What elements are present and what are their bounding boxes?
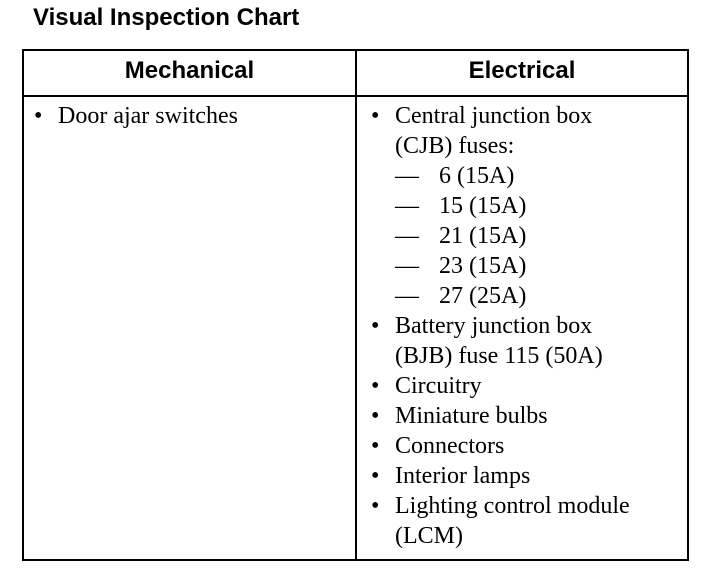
list-item — [369, 431, 687, 461]
electrical-cell — [369, 101, 687, 551]
list-item — [369, 101, 687, 311]
dash: — — [395, 283, 419, 309]
item-text: Central junction box — [395, 103, 593, 129]
fuse-item — [395, 281, 687, 311]
item-text: Connectors — [395, 433, 505, 459]
item-text: (BJB) fuse 115 (50A) — [395, 343, 603, 369]
item-text: Circuitry — [395, 373, 482, 399]
item-text: Lighting control module — [395, 493, 630, 519]
list-item — [369, 491, 687, 551]
item-text: Miniature bulbs — [395, 403, 548, 429]
fuse-item — [395, 221, 687, 251]
fuse-item — [395, 251, 687, 281]
bullet: • — [371, 493, 380, 519]
list-item — [369, 311, 687, 371]
visual-inspection-table — [22, 49, 689, 561]
bullet: • — [371, 463, 380, 489]
item-text: Door ajar switches — [58, 103, 238, 129]
dash: — — [395, 223, 419, 249]
mechanical-cell — [32, 101, 347, 131]
item-text: Interior lamps — [395, 463, 531, 489]
fuse-text: 6 (15A) — [439, 163, 515, 189]
fuse-list — [395, 161, 687, 311]
list-item — [369, 401, 687, 431]
column-divider — [355, 51, 357, 559]
fuse-text: 21 (15A) — [439, 223, 527, 249]
column-header-electrical: Electrical — [468, 57, 576, 84]
header-divider — [24, 95, 687, 97]
fuse-item — [395, 161, 687, 191]
item-text: Battery junction box — [395, 313, 593, 339]
fuse-item — [395, 191, 687, 221]
fuse-text: 15 (15A) — [439, 193, 527, 219]
list-item — [369, 371, 687, 401]
bullet: • — [371, 313, 380, 339]
fuse-text: 23 (15A) — [439, 253, 527, 279]
item-text: (CJB) fuses: — [395, 133, 515, 159]
dash: — — [395, 163, 419, 189]
item-text: (LCM) — [395, 523, 463, 549]
list-item — [32, 101, 347, 131]
bullet: • — [34, 103, 43, 129]
bullet: • — [371, 433, 380, 459]
bullet: • — [371, 103, 380, 129]
list-item — [369, 461, 687, 491]
column-header-mechanical: Mechanical — [124, 57, 255, 84]
dash: — — [395, 193, 419, 219]
fuse-text: 27 (25A) — [439, 283, 527, 309]
dash: — — [395, 253, 419, 279]
bullet: • — [371, 403, 380, 429]
page-title: Visual Inspection Chart — [33, 4, 300, 31]
bullet: • — [371, 373, 380, 399]
